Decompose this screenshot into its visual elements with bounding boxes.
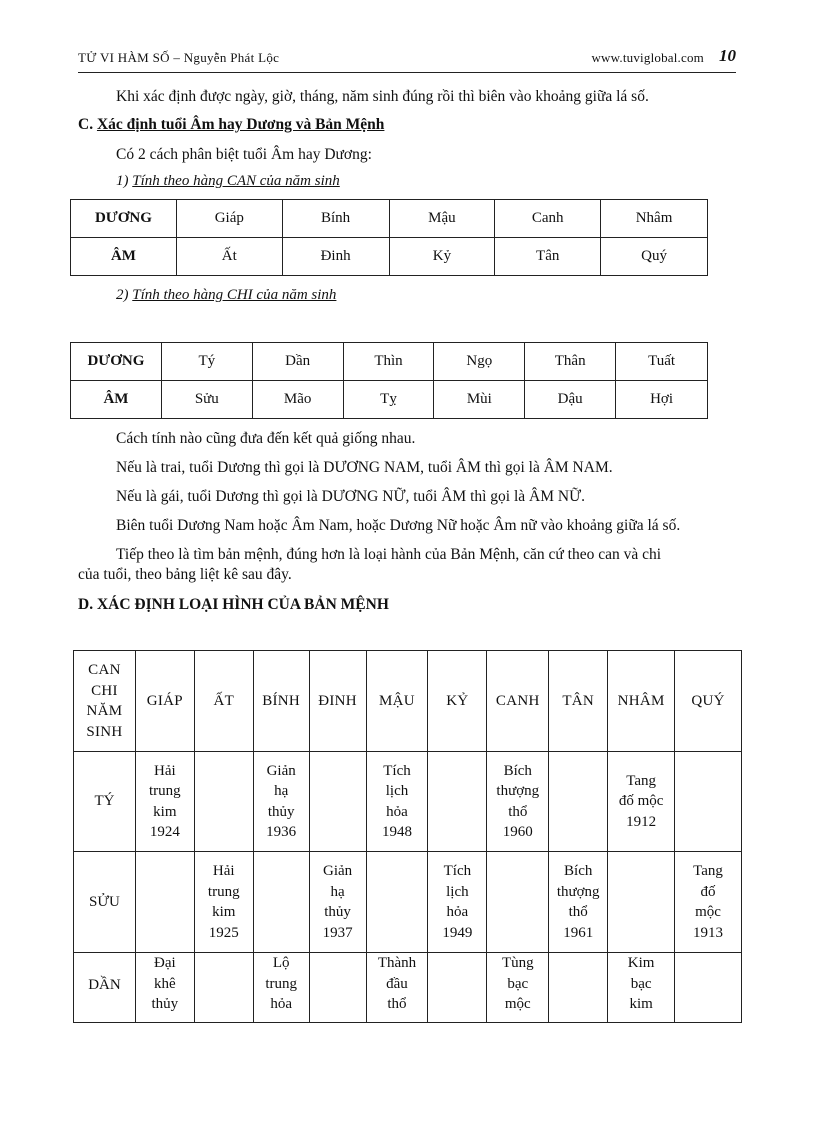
empty-cell [366, 852, 428, 953]
cell-line: thủy [267, 803, 295, 820]
paragraph-same-result: Cách tính nào cũng đưa đến kết quả giống nhau. [116, 430, 416, 447]
menh-cell [135, 953, 194, 1023]
cell-line: Hải [212, 863, 235, 879]
empty-cell [194, 752, 253, 852]
ban-menh-table [73, 650, 742, 1023]
cell-line: đố mộc [618, 793, 664, 810]
empty-cell [428, 953, 487, 1023]
chi-cell: Dần [252, 343, 343, 381]
section-c-heading [78, 116, 384, 134]
corner-line: CAN [88, 662, 121, 678]
empty-cell [549, 953, 608, 1023]
empty-cell [253, 852, 309, 953]
method-2-text: Tính theo hàng CHI của năm sinh [132, 287, 337, 303]
cell-line: Thành [377, 955, 417, 971]
menh-cell [487, 953, 549, 1023]
cell-line: trung [207, 883, 240, 900]
cell-line: Tích [383, 762, 411, 779]
column-header: ẤT [194, 651, 253, 752]
chi-cell: Tuất [616, 343, 708, 381]
cell-line: Lộ [272, 955, 290, 971]
can-row-duong [71, 200, 708, 238]
page-header [78, 46, 736, 73]
empty-cell [309, 953, 366, 1023]
corner-line: NĂM [86, 703, 123, 719]
empty-cell [608, 852, 675, 953]
empty-cell [428, 752, 487, 852]
empty-cell [487, 852, 549, 953]
column-header: QUÝ [675, 651, 742, 752]
column-header: TÂN [549, 651, 608, 752]
cell-line: thượng [496, 783, 540, 799]
header-title: TỬ VI HÀM SỐ – Nguyễn Phát Lộc [78, 50, 280, 65]
cell-line: khê [154, 975, 176, 992]
cell-line: đố [700, 883, 716, 900]
menh-cell [675, 852, 742, 953]
section-c-intro: Có 2 cách phân biệt tuổi Âm hay Dương: [116, 146, 372, 163]
cell-line: Đại [154, 955, 176, 971]
cell-line: Bích [564, 863, 593, 879]
cell-line: mộc [504, 996, 531, 1012]
cell-line: bạc [507, 975, 529, 992]
cell-line: 1937 [322, 924, 353, 941]
cell-line: Tùng [501, 955, 534, 971]
method-1-number: 1) [116, 173, 133, 189]
can-cell: Kỷ [389, 238, 495, 276]
row-label: ÂM [71, 381, 162, 419]
column-header: ĐINH [309, 651, 366, 752]
chi-table [70, 342, 708, 419]
header-website: www.tuviglobal.com [591, 50, 704, 65]
row-label: ÂM [71, 238, 177, 276]
cell-line: bạc [630, 975, 652, 992]
corner-cell [74, 651, 136, 752]
cell-line: Tích [443, 863, 472, 879]
page-number: 10 [719, 46, 736, 65]
menh-cell [366, 752, 428, 852]
can-table [70, 199, 708, 276]
corner-line: SINH [86, 723, 123, 740]
menh-cell [428, 852, 487, 953]
row-label: SỬU [74, 852, 136, 953]
row-label: DẦN [74, 953, 136, 1023]
cell-line: Kim [627, 955, 655, 971]
table-row [74, 752, 742, 852]
table-row [74, 953, 742, 1023]
corner-line: CHI [91, 682, 118, 699]
cell-line: trung [265, 975, 297, 992]
cell-line: 1913 [693, 924, 724, 941]
cell-line: mộc [695, 904, 721, 920]
paragraph-next-line2: của tuổi, theo bảng liệt kê sau đây. [78, 566, 292, 583]
chi-cell: Dậu [525, 381, 616, 419]
can-row-am [71, 238, 708, 276]
row-label: DƯƠNG [71, 343, 162, 381]
can-cell: Bính [282, 200, 389, 238]
can-cell: Canh [495, 200, 601, 238]
paragraph-male: Nếu là trai, tuổi Dương thì gọi là DƯƠNG NAM, tuổi ÂM thì gọi là ÂM NAM. [116, 459, 613, 476]
empty-cell [675, 752, 742, 852]
chi-cell: Sửu [161, 381, 252, 419]
cell-line: 1960 [502, 824, 533, 840]
cell-line: thủy [151, 996, 179, 1012]
can-cell: Quý [601, 238, 708, 276]
can-cell: Tân [495, 238, 601, 276]
chi-cell: Mão [252, 381, 343, 419]
cell-line: thượng [556, 883, 600, 900]
row-label: TÝ [74, 752, 136, 852]
cell-line: hạ [274, 783, 289, 799]
row-label: DƯƠNG [71, 200, 177, 238]
chi-row-duong [71, 343, 708, 381]
cell-line: Hải [154, 762, 176, 779]
cell-line: kim [212, 904, 236, 920]
column-header: NHÂM [608, 651, 675, 752]
intro-paragraph: Khi xác định được ngày, giờ, tháng, năm sinh đúng rồi thì biên vào khoảng giữa lá số. [116, 88, 649, 105]
chi-cell: Thìn [343, 343, 434, 381]
cell-line: thổ [508, 803, 528, 820]
cell-line: 1912 [626, 813, 657, 830]
chi-row-am [71, 381, 708, 419]
can-cell: Đinh [282, 238, 389, 276]
cell-line: kim [153, 803, 177, 820]
cell-line: kim [629, 996, 653, 1012]
cell-line: 1949 [442, 924, 473, 941]
cell-line: hạ [330, 883, 345, 900]
paragraph-next-line1: Tiếp theo là tìm bản mệnh, đúng hơn là loại hành của Bản Mệnh, căn cứ theo can và chi [116, 546, 662, 563]
can-cell: Giáp [176, 200, 282, 238]
menh-cell [549, 852, 608, 953]
menh-cell [487, 752, 549, 852]
cell-line: lịch [385, 783, 409, 799]
menh-cell [608, 752, 675, 852]
menh-cell [194, 852, 253, 953]
column-header: MẬU [366, 651, 428, 752]
cell-line: Giản [322, 863, 353, 879]
section-d-heading: D. XÁC ĐỊNH LOẠI HÌNH CỦA BẢN MỆNH [78, 596, 389, 613]
method-2-number: 2) [116, 287, 133, 303]
method-1-label [116, 173, 340, 190]
method-1-text: Tính theo hàng CAN của năm sinh [132, 173, 340, 189]
cell-line: lịch [446, 883, 469, 900]
section-c-title: Xác định tuổi Âm hay Dương và Bản Mệnh [96, 116, 385, 133]
column-header: KỶ [428, 651, 487, 752]
chi-cell: Tý [161, 343, 252, 381]
menh-cell [135, 752, 194, 852]
cell-line: hỏa [446, 904, 469, 920]
chi-cell: Ngọ [434, 343, 525, 381]
cell-line: Bích [503, 762, 532, 779]
can-cell: Ất [176, 238, 282, 276]
section-c-letter: C. [78, 116, 97, 133]
cell-line: thủy [324, 904, 351, 920]
chi-cell: Hợi [616, 381, 708, 419]
can-cell: Nhâm [601, 200, 708, 238]
empty-cell [309, 752, 366, 852]
cell-line: 1924 [149, 824, 180, 840]
cell-line: 1936 [266, 824, 297, 840]
paragraph-record: Biên tuổi Dương Nam hoặc Âm Nam, hoặc Dương Nữ hoặc Âm nữ vào khoảng giữa lá số. [116, 517, 681, 534]
menh-cell [309, 852, 366, 953]
column-header: BÍNH [253, 651, 309, 752]
can-cell: Mậu [389, 200, 495, 238]
cell-line: hỏa [386, 803, 408, 820]
menh-cell [608, 953, 675, 1023]
cell-line: hỏa [270, 996, 292, 1012]
column-header: CANH [487, 651, 549, 752]
column-header: GIÁP [135, 651, 194, 752]
chi-cell: Mùi [434, 381, 525, 419]
table-header-row [74, 651, 742, 752]
cell-line: Tang [626, 772, 656, 789]
cell-line: thổ [568, 904, 588, 920]
cell-line: trung [149, 783, 181, 799]
cell-line: 1961 [563, 924, 594, 941]
cell-line: 1948 [381, 824, 412, 840]
method-2-label [116, 287, 336, 304]
cell-line: Giản [266, 762, 296, 779]
chi-cell: Tỵ [343, 381, 434, 419]
empty-cell [135, 852, 194, 953]
cell-line: Tang [693, 863, 723, 879]
table-row [74, 852, 742, 953]
menh-cell [253, 752, 309, 852]
paragraph-female: Nếu là gái, tuổi Dương thì gọi là DƯƠNG NỮ, tuổi ÂM thì gọi là ÂM NỮ. [116, 488, 585, 505]
menh-cell [253, 953, 309, 1023]
empty-cell [194, 953, 253, 1023]
empty-cell [549, 752, 608, 852]
cell-line: 1925 [208, 924, 239, 941]
menh-cell [366, 953, 428, 1023]
cell-line: thổ [387, 996, 407, 1012]
cell-line: đầu [386, 975, 408, 992]
chi-cell: Thân [525, 343, 616, 381]
empty-cell [675, 953, 742, 1023]
